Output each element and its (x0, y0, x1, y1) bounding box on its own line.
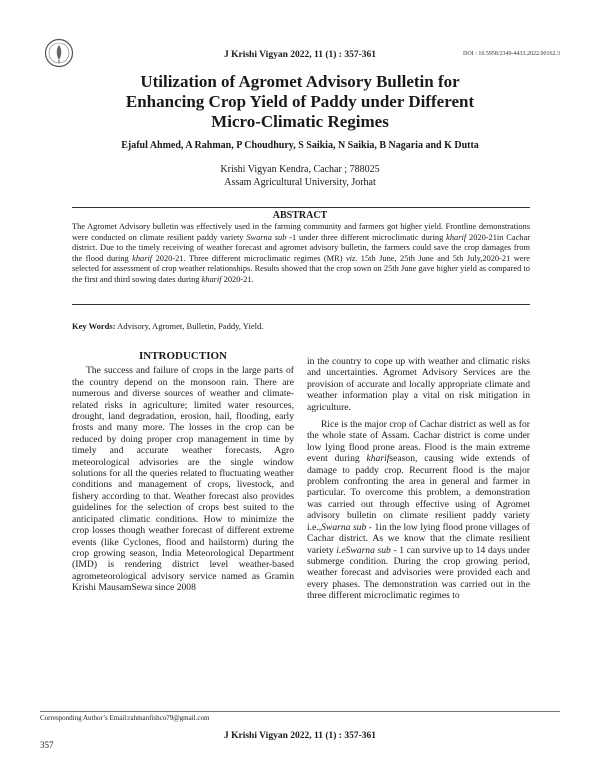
author-list: Ejaful Ahmed, A Rahman, P Choudhury, S Saikia, N Saikia, B Nagaria and K Dutta (121, 140, 479, 151)
intro-paragraph: in the country to cope up with weather and climatic risks and uncertainties. Agromet Advisory Services are the provision of accurate and locally appropriate climate and weather information play a vital on risk mitigation in agriculture. (307, 356, 530, 413)
column-left (72, 351, 294, 594)
corresponding-author: Corresponding Author’s Email:rahmanfishco79@gmail.com (40, 714, 210, 722)
page-number: 357 (40, 740, 54, 750)
journal-footer: J Krishi Vigyan 2022, 11 (1) : 357-361 (223, 731, 376, 741)
column-right (307, 356, 530, 602)
title-line: Utilization of Agromet Advisory Bulletin for (140, 72, 460, 91)
journal-header: J Krishi Vigyan 2022, 11 (1) : 357-361 (223, 50, 376, 60)
affiliation-line: Krishi Vigyan Kendra, Cachar ; 788025 (220, 164, 380, 175)
doi-text: DOI : 10.5958/2349-4433.2022.00162.3 (463, 51, 560, 57)
affiliation-line: Assam Agricultural University, Jorhat (224, 177, 376, 188)
title-line: Enhancing Crop Yield of Paddy under Different (125, 92, 475, 111)
introduction-heading: INTRODUCTION (138, 350, 227, 362)
keywords-label: Key Words: (72, 321, 116, 331)
intro-paragraph: The success and failure of crops in the large parts of the country depend on the monsoon rain. There are numerous and diverse sources of weather and climate-related risks in agriculture; limited water resources, drought, land degradation, erosion, hail, flooding, early frosts and many more. The losses in the crop can be reduced by doing proper crop management in time by timely and accurate weather forecasts. Agro meteorological advisories are the single window solutions for all the queries related to fluctuating weather conditions and management of crops, livestock, and fishery according to that. Weather forecast also provides guidelines for the selection of crops best suited to the anticipated climatic conditions. How to minimize the crop losses though weather forecast of different extreme events (like Cyclones, flood and hailstorm) during the crop growing season, India Meteorological Department (IMD) is rendering district level weather-based agrometeorological advisory service named as Gramin Krishi MausamSewa since 2008 (72, 365, 294, 594)
footnote-rule (40, 711, 560, 712)
keywords (72, 321, 530, 331)
affiliation (40, 163, 560, 189)
keywords-text: Advisory, Agromet, Bulletin, Paddy, Yield. (115, 321, 264, 331)
abstract-heading: ABSTRACT (272, 210, 328, 221)
abstract-body: The Agromet Advisory bulletin was effectively used in the farming community and farmers got higher yield. Frontline demonstrations were conducted on climate resilient paddy variety Swarna sub -1 under three different microclimatic during kharif 2020-21in Cachar district. Due to the timely receiving of weather forecast and agromet advisory bulletin, the farmers could save the crop damages from the flood during kharif 2020-21. Three different microclimatic regimes (MR) viz. 15th June, 25th June and 5th July,2020-21 were selected for assessment of crop weather relationships. Results showed that the crop sown on 25th June gave higher yield as compared to the first and third sowing dates during kharif 2020-21. (72, 222, 530, 284)
intro-paragraph: Rice is the major crop of Cachar district as well as for the whole state of Assam. Cachar district is come under low lying flood prone areas. Flood is the main extreme event during kharifseason, causing wide extends of damage to paddy crop. Recurrent flood is the major problem confronting the area in general and farmer in particular. To overcome this problem, a demonstration was carried out through effective using of Agromet advisory bulletin on climate resilient paddy variety i.e.,Swarna sub - 1in the low lying flood prone villages of Cachar district. As we know that the climate resilient variety i.eSwarna sub - 1 can survive up to 14 days under submerge condition. During the crop growing period, weather forecast and advisories were provided each and every phases. The demonstration was carried out in the three different microclimatic regimes to (307, 419, 530, 602)
paper-title (40, 72, 560, 132)
title-line: Micro-Climatic Regimes (211, 112, 389, 131)
